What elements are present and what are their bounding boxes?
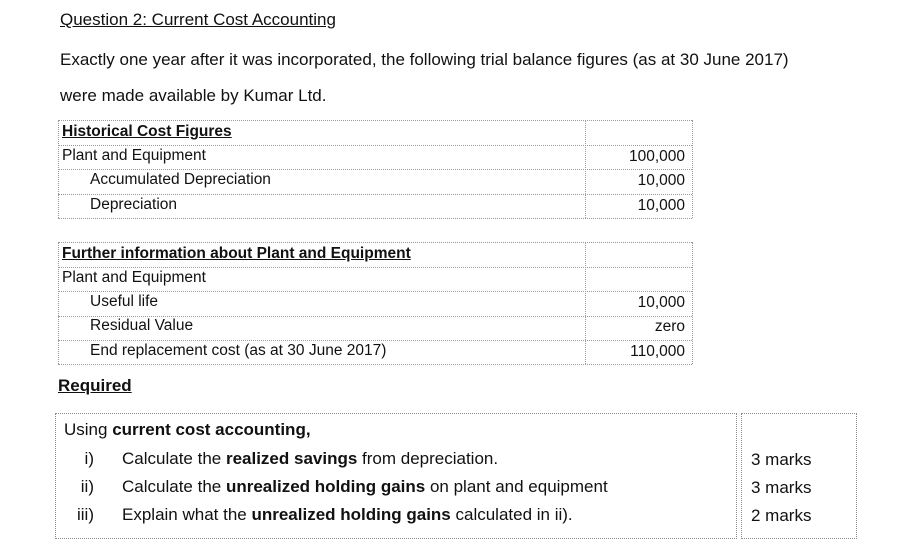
task-number: ii)	[80, 477, 94, 496]
task-number: i)	[84, 449, 94, 468]
task-item	[64, 477, 608, 497]
row-value: 10,000	[637, 294, 685, 311]
row-value: 110,000	[630, 343, 685, 360]
task-number: iii)	[77, 505, 94, 524]
row-label: Useful life	[90, 293, 159, 310]
row-value: zero	[654, 318, 685, 335]
tasks-intro-prefix: Using	[64, 420, 113, 439]
intro-line-1: Exactly one year after it was incorporated, the following trial balance figures (as at 30 June 2017)	[60, 50, 789, 69]
task-text: on plant and equipment	[425, 477, 608, 496]
task-text-bold: unrealized holding gains	[225, 477, 426, 496]
task-text-bold: realized savings	[225, 449, 358, 468]
row-value: 10,000	[637, 172, 685, 189]
task-item	[64, 505, 573, 525]
task-text: from depreciation.	[357, 449, 499, 468]
task-text: calculated in ii).	[450, 505, 573, 524]
task-text: Calculate the	[122, 477, 226, 496]
row-label: Depreciation	[90, 196, 178, 213]
task-text: Explain what the	[122, 505, 252, 524]
further-info-subheader: Plant and Equipment	[62, 269, 206, 286]
further-info-header: Further information about Plant and Equipment	[62, 245, 411, 262]
row-label: End replacement cost (as at 30 June 2017)	[90, 342, 387, 359]
task-marks: 3 marks	[751, 450, 812, 469]
historical-cost-header: Historical Cost Figures	[62, 123, 232, 140]
tasks-intro	[64, 420, 311, 440]
task-text: Calculate the	[122, 449, 226, 468]
row-label: Accumulated Depreciation	[90, 171, 271, 188]
task-marks: 2 marks	[751, 506, 812, 525]
row-label: Residual Value	[90, 317, 194, 334]
tasks-intro-bold: current cost accounting,	[112, 420, 311, 439]
row-value: 100,000	[628, 148, 685, 165]
row-label: Plant and Equipment	[62, 147, 206, 164]
required-title: Required	[58, 376, 132, 395]
task-item	[64, 449, 498, 469]
intro-line-2: were made available by Kumar Ltd.	[60, 86, 327, 105]
row-value: 10,000	[637, 197, 685, 214]
question-title: Question 2: Current Cost Accounting	[60, 10, 336, 29]
task-text-bold: unrealized holding gains	[251, 505, 451, 524]
task-marks: 3 marks	[751, 478, 812, 497]
